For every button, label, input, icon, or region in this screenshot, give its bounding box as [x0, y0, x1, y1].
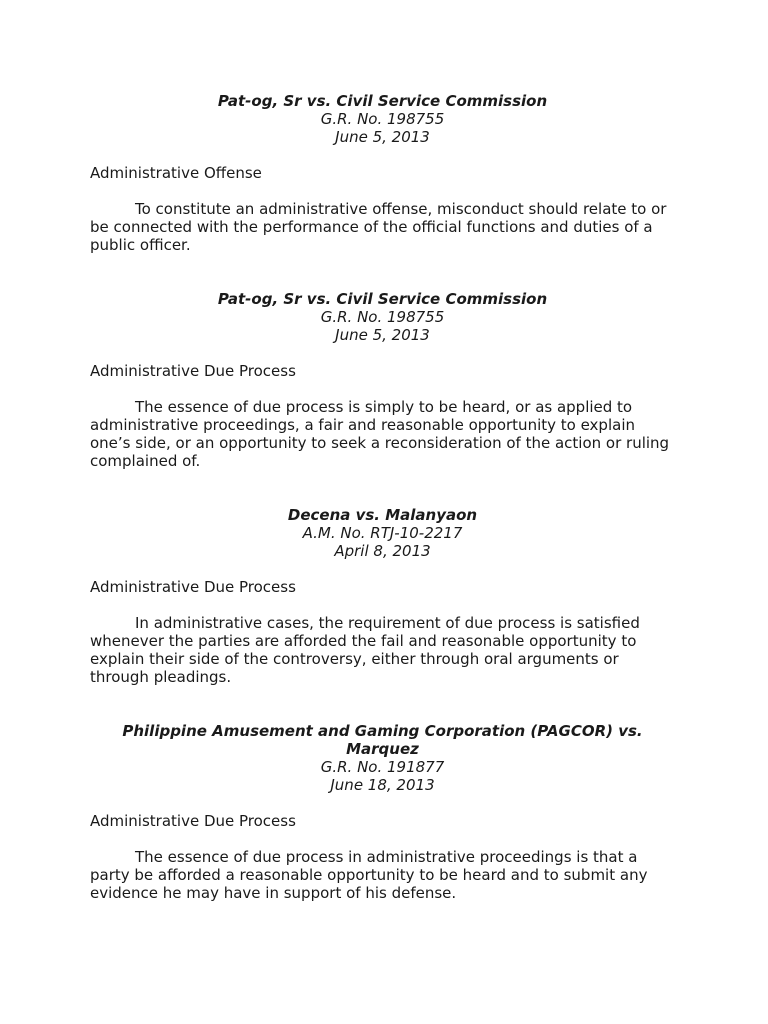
case-title: Decena vs. Malanyaon: [287, 506, 478, 524]
section-spacer: [90, 254, 675, 290]
case-number: G.R. No. 191877: [320, 758, 445, 776]
case-header: [90, 722, 675, 794]
case-entry-3: [90, 506, 675, 686]
case-number: G.R. No. 198755: [320, 110, 445, 128]
case-topic: Administrative Offense: [90, 164, 262, 182]
case-entry-4: [90, 722, 675, 902]
case-header: [90, 290, 675, 344]
case-doctrine: In administrative cases, the requirement of due process is satisfied whenever the parties are afforded the fail and reasonable opportunity to explain their side of the controversy, either through oral arguments or through pleadings.: [90, 614, 640, 686]
case-entry-2: [90, 290, 675, 470]
case-topic: Administrative Due Process: [90, 812, 296, 830]
case-date: June 5, 2013: [335, 326, 430, 344]
case-entry-1: [90, 92, 675, 254]
case-doctrine: To constitute an administrative offense, misconduct should relate to or be connected with the performance of the official functions and duties of a public officer.: [90, 200, 667, 254]
case-header: [90, 506, 675, 560]
case-date: June 5, 2013: [335, 128, 430, 146]
case-title: Philippine Amusement and Gaming Corporation (PAGCOR) vs. Marquez: [122, 722, 643, 758]
section-spacer: [90, 470, 675, 506]
case-topic: Administrative Due Process: [90, 362, 296, 380]
case-title: Pat-og, Sr vs. Civil Service Commission: [217, 92, 548, 110]
document-page: [90, 92, 675, 902]
case-topic: Administrative Due Process: [90, 578, 296, 596]
case-header: [90, 92, 675, 146]
case-date: April 8, 2013: [334, 542, 431, 560]
case-number: A.M. No. RTJ-10-2217: [302, 524, 463, 542]
section-spacer: [90, 686, 675, 722]
case-number: G.R. No. 198755: [320, 308, 445, 326]
case-doctrine: The essence of due process is simply to be heard, or as applied to administrative proceedings, a fair and reasonable opportunity to explain one’s side, or an opportunity to seek a reconsideration of the action or ruling complained of.: [90, 398, 670, 470]
case-title: Pat-og, Sr vs. Civil Service Commission: [217, 290, 548, 308]
case-doctrine: The essence of due process in administrative proceedings is that a party be afforded a reasonable opportunity to be heard and to submit any evidence he may have in support of his defense.: [90, 848, 648, 902]
case-date: June 18, 2013: [330, 776, 435, 794]
